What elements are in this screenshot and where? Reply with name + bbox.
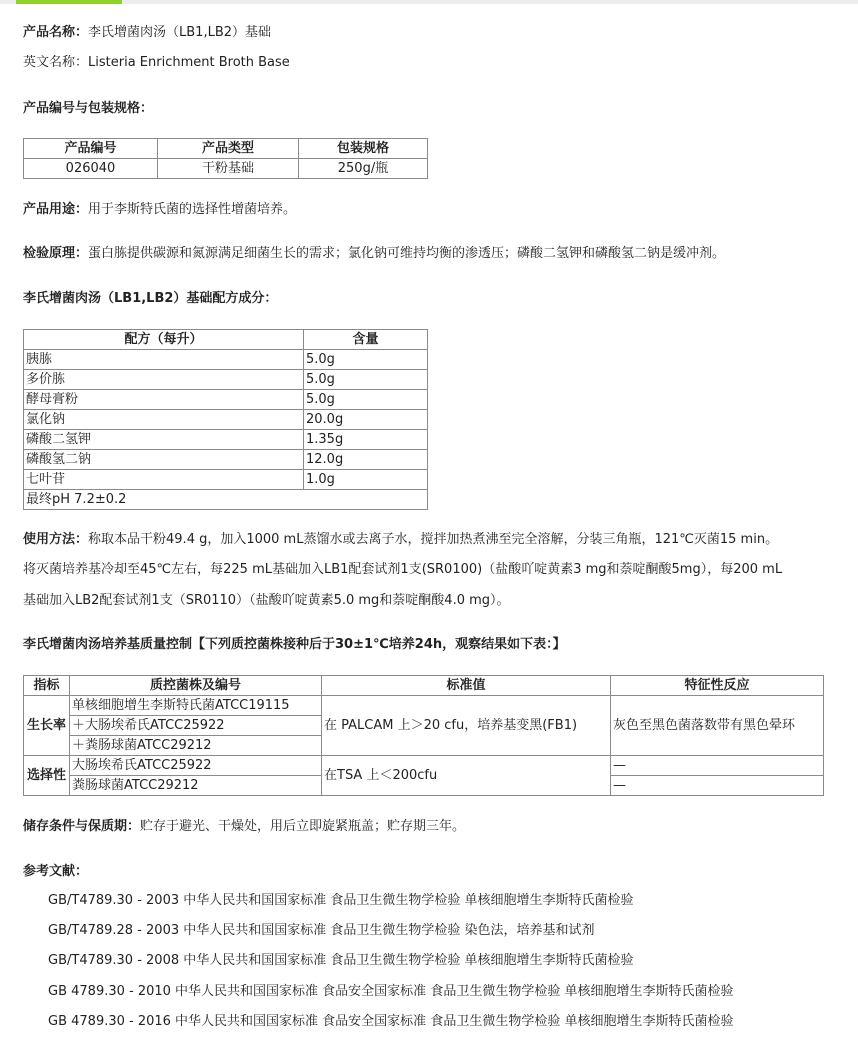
table-cell: 250g/瓶 [299,159,428,179]
table-row [24,159,428,179]
method-label: 使用方法： [23,532,89,547]
product-name-line [23,24,271,42]
ph-cell: 最终pH 7.2±0.2 [24,490,428,510]
top-bar [0,0,858,4]
principle-line [23,245,725,263]
table-cell: 多价胨 [24,370,304,390]
usage-label: 产品用途： [23,202,89,217]
table-cell: 5.0g [304,370,428,390]
table-cell: 酵母膏粉 [24,390,304,410]
table-header-cell: 特征性反应 [611,676,824,696]
table-row [24,696,824,716]
product-name-label: 产品名称： [23,25,89,40]
table-header-cell: 包装规格 [299,139,428,159]
table-header-cell: 标准值 [322,676,611,696]
table-header-cell: 指标 [24,676,70,696]
reference-item: GB/T4789.30 - 2003 中华人民共和国国家标准 食品卫生微生物学检验 单核细胞增生李斯特氏菌检验 [48,893,634,908]
formula-heading: 李氏增菌肉汤（LB1,LB2）基础配方成分： [23,291,278,306]
table-cell: — [611,776,824,796]
english-name-label: 英文名称： [23,55,89,70]
english-name-value: Listeria Enrichment Broth Base [88,55,290,70]
table-cell: 干粉基础 [158,159,299,179]
method-line-1 [23,531,778,549]
reference-item: GB 4789.30 - 2016 中华人民共和国国家标准 食品安全国家标准 食品卫生微生物学检验 单核细胞增生李斯特氏菌检验 [48,1014,734,1029]
table-cell: 七叶苷 [24,470,304,490]
table-cell: 5.0g [304,390,428,410]
select-label-cell: 选择性 [24,756,70,796]
table-row [24,450,428,470]
table-header-cell: 含量 [304,330,428,350]
table-row [24,390,428,410]
reference-item: GB 4789.30 - 2010 中华人民共和国国家标准 食品安全国家标准 食品卫生微生物学检验 单核细胞增生李斯特氏菌检验 [48,984,734,999]
table-footer-row [24,490,428,510]
select-standard-cell: 在TSA 上＜200cfu [322,756,611,796]
qc-table [23,675,824,796]
table-header-row [24,330,428,350]
storage-line [23,818,465,836]
refs-heading: 参考文献： [23,864,89,879]
table-cell: 磷酸氢二钠 [24,450,304,470]
formula-table [23,329,428,510]
usage-line [23,201,296,219]
table-row [24,350,428,370]
method-line-2: 将灭菌培养基冷却至45℃左右，每225 mL基础加入LB1配套试剂1支(SR0100)（盐酸吖啶黄素3 mg和萘啶酮酸5mg），每200 mL [23,562,783,577]
method-line-3: 基础加入LB2配套试剂1支（SR0110）（盐酸吖啶黄素5.0 mg和萘啶酮酸4.0 mg）。 [23,593,510,608]
table-cell: ＋粪肠球菌ATCC29212 [70,736,322,756]
growth-reaction-cell: 灰色至黑色菌落数带有黑色晕环 [611,696,824,756]
top-bar-accent [16,0,122,4]
spec-table [23,138,428,179]
table-cell: — [611,756,824,776]
principle-text: 蛋白胨提供碳源和氮源满足细菌生长的需求；氯化钠可维持均衡的渗透压；磷酸二氢钾和磷酸氢二钠是缓冲剂。 [88,246,726,261]
reference-item: GB/T4789.28 - 2003 中华人民共和国国家标准 食品卫生微生物学检验 染色法，培养基和试剂 [48,923,595,938]
table-row [24,430,428,450]
table-cell: 胰胨 [24,350,304,370]
table-row [24,410,428,430]
table-row [24,370,428,390]
table-cell: ＋大肠埃希氏ATCC25922 [70,716,322,736]
table-cell: 1.35g [304,430,428,450]
table-header-cell: 产品类型 [158,139,299,159]
table-header-row [24,139,428,159]
table-cell: 粪肠球菌ATCC29212 [70,776,322,796]
storage-text: 贮存于避光、干燥处，用后立即旋紧瓶盖；贮存期三年。 [140,819,466,834]
table-cell: 026040 [24,159,158,179]
table-cell: 1.0g [304,470,428,490]
english-name-line [23,54,290,72]
growth-label-cell: 生长率 [24,696,70,756]
product-name-value: 李氏增菌肉汤（LB1,LB2）基础 [88,25,272,40]
usage-text: 用于李斯特氏菌的选择性增菌培养。 [88,202,297,217]
storage-label: 储存条件与保质期： [23,819,141,834]
table-cell: 20.0g [304,410,428,430]
qc-heading: 李氏增菌肉汤培养基质量控制【下列质控菌株接种后于30±1℃培养24h，观察结果如下表：】 [23,637,566,652]
spec-heading: 产品编号与包装规格： [23,101,154,116]
table-cell: 大肠埃希氏ATCC25922 [70,756,322,776]
method-text-1: 称取本品干粉49.4 g，加入1000 mL蒸馏水或去离子水，搅拌加热煮沸至完全溶解，分装三角瓶，121℃灭菌15 min。 [88,532,779,547]
table-header-cell: 配方（每升） [24,330,304,350]
table-header-cell: 产品编号 [24,139,158,159]
table-row [24,756,824,776]
growth-standard-cell: 在 PALCAM 上＞20 cfu，培养基变黑(FB1) [322,696,611,756]
table-header-row [24,676,824,696]
table-cell: 12.0g [304,450,428,470]
table-cell: 磷酸二氢钾 [24,430,304,450]
table-cell: 氯化钠 [24,410,304,430]
principle-label: 检验原理： [23,246,89,261]
table-row [24,470,428,490]
reference-item: GB/T4789.30 - 2008 中华人民共和国国家标准 食品卫生微生物学检验 单核细胞增生李斯特氏菌检验 [48,953,634,968]
table-header-cell: 质控菌株及编号 [70,676,322,696]
table-cell: 5.0g [304,350,428,370]
table-cell: 单核细胞增生李斯特氏菌ATCC19115 [70,696,322,716]
